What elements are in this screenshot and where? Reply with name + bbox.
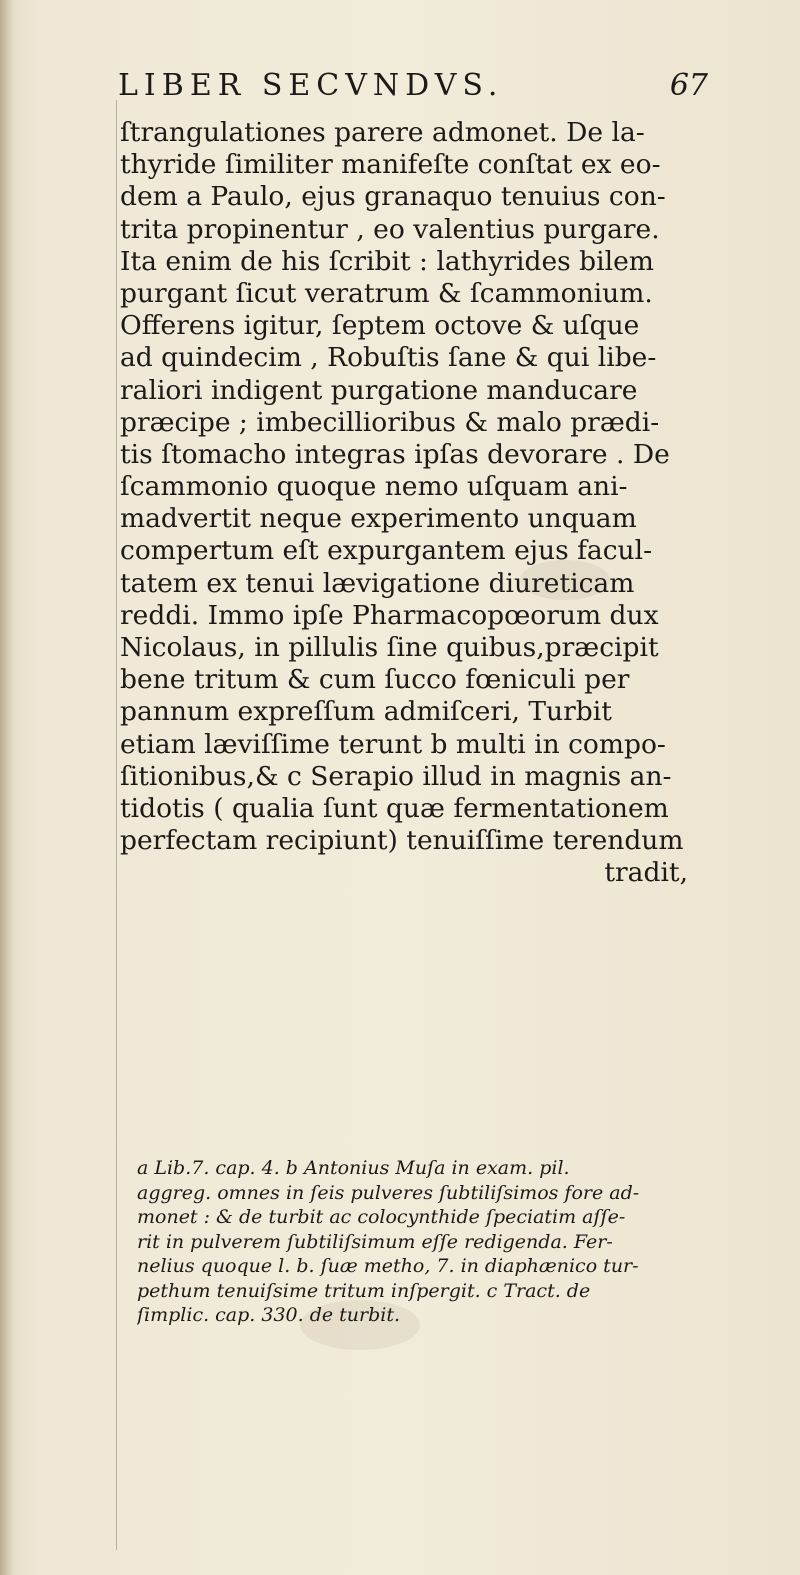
page-number: 67: [669, 68, 708, 103]
page-header: [118, 68, 708, 116]
text-line: bene tritum & cum ſucco fœniculi per: [120, 664, 630, 696]
text-line: ſtrangulationes parere admonet. De la-: [120, 117, 645, 148]
text-line: pannum expreſſum admiſceri, Turbit: [120, 696, 612, 728]
text-line: ſcammonio quoque nemo uſquam ani-: [120, 471, 628, 503]
text-line: tatem ex tenui lævigatione diureticam: [120, 567, 635, 599]
text-line: thyride ſimiliter manifeſte conſtat ex eo-: [120, 149, 661, 181]
text-line: ſitionibus,& c Serapio illud in magnis an-: [120, 760, 672, 792]
text-line: tis ſtomacho integras ipſas devorare . De: [120, 438, 670, 470]
note-line: ſimplic. cap. 330. de turbit.: [137, 1304, 401, 1326]
note-line: nelius quoque l. b. ſuæ metho, 7. in diaphænico tur-: [137, 1255, 639, 1277]
text-line: etiam læviſſime terunt b multi in compo-: [120, 728, 666, 760]
text-line: raliori indigent purgatione manducare: [120, 374, 638, 406]
text-line: madvertit neque experimento unquam: [120, 503, 637, 535]
marginal-notes: [137, 1156, 737, 1328]
left-margin-rule: [116, 100, 117, 1550]
text-line: Ita enim de his ſcribit : lathyrides bilem: [120, 245, 654, 277]
running-title: LIBER SECVNDVS.: [118, 68, 504, 103]
note-line: pethum tenuiſsime tritum inſpergit. c Tract. de: [137, 1279, 591, 1302]
text-line: dem a Paulo, ejus granaquo tenuius con-: [120, 181, 666, 213]
text-line: ad quindecim , Robuſtis ſane & qui libe-: [120, 342, 657, 374]
note-line: monet : & de turbit ac colocynthide ſpeciatim aſſe-: [137, 1206, 626, 1228]
note-line: aggreg. omnes in ſeis pulveres ſubtiliſsimos fore ad-: [137, 1181, 640, 1204]
page-gutter-shadow: [0, 0, 14, 1575]
catchword: tradit,: [604, 857, 688, 889]
text-line: trita propinentur , eo valentius purgare.: [120, 213, 660, 245]
text-line: præcipe ; imbecillioribus & malo prædi-: [120, 406, 660, 438]
text-line: purgant ſicut veratrum & ſcammonium.: [120, 277, 653, 309]
text-line: Offerens igitur, ſeptem octove & uſque: [120, 310, 640, 342]
text-line: perfectam recipiunt) tenuiſſime terendum: [120, 825, 684, 857]
text-line: Nicolaus, in pillulis ſine quibus,præcipit: [120, 632, 659, 663]
note-line: a Lib.7. cap. 4. b Antonius Muſa in exam. pil.: [137, 1157, 570, 1179]
text-line: tidotis ( qualia ſunt quæ fermentationem: [120, 792, 669, 824]
text-line: reddi. Immo ipſe Pharmacopœorum dux: [120, 599, 659, 631]
note-line: rit in pulverem ſubtiliſsimum eſſe redigenda. Fer-: [137, 1230, 613, 1253]
text-line: compertum eſt expurgantem ejus facul-: [120, 535, 653, 567]
main-text-block: [120, 117, 730, 890]
